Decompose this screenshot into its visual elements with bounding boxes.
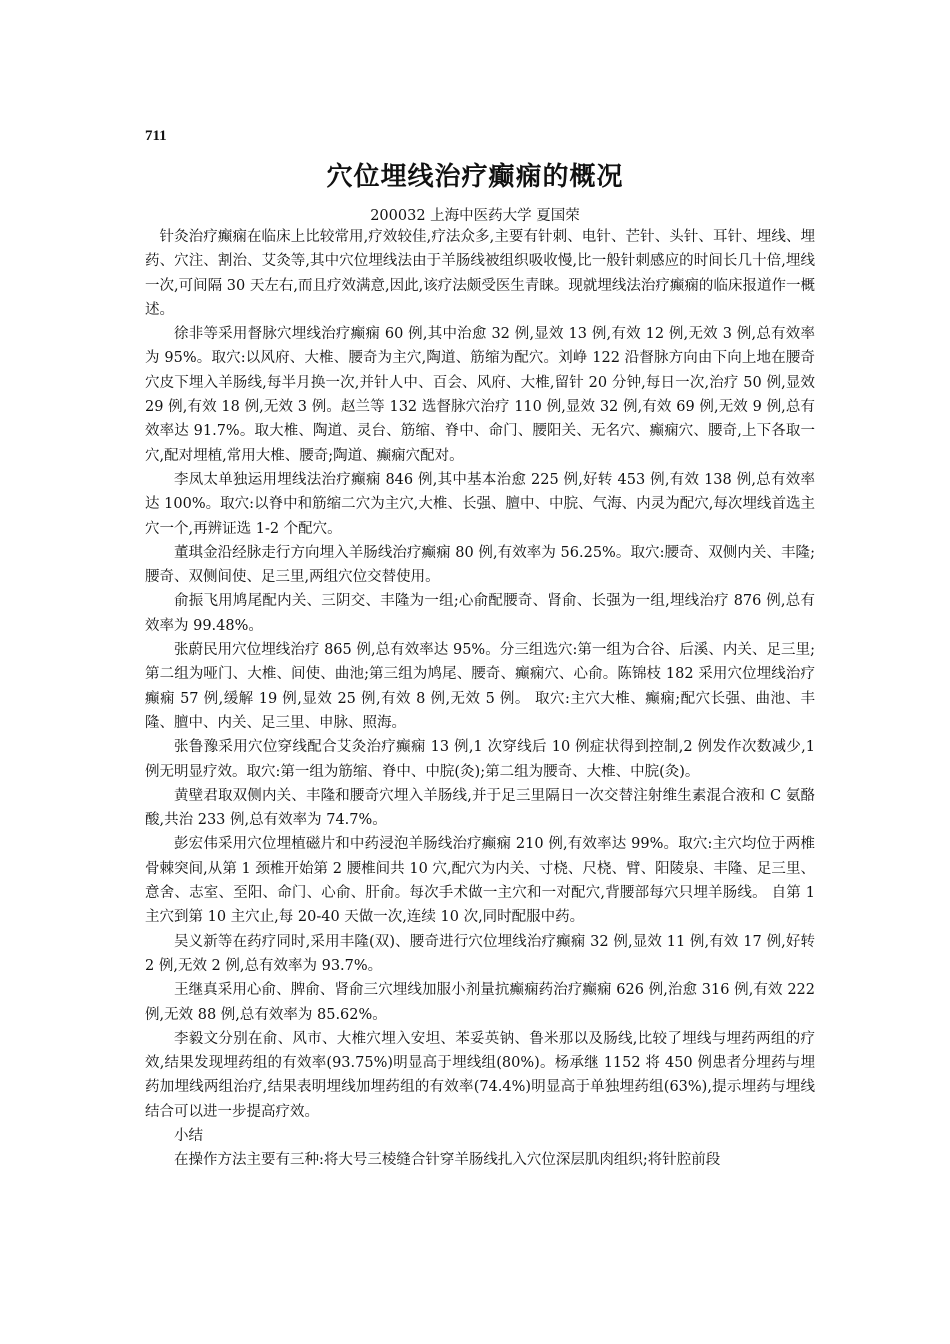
paragraph: 李毅文分别在俞、风市、大椎穴埋入安坦、苯妥英钠、鲁米那以及肠线,比较了埋线与埋药两组的疗效,结果发现埋药组的有效率(93.75%)明显高于埋线组(80%)。杨承继 1152 将 450 例患者分埋药与埋药加埋线两组治疗,结果表明埋线加埋药组的有效率(74.4%)明显高于单独埋药组(63%),提示埋药与埋线结合可以进一步提高疗效。 [145,1030,815,1120]
paragraph: 李凤太单独运用埋线法治疗癫痫 846 例,其中基本治愈 225 例,好转 453 例,有效 138 例,总有效率达 100%。取穴:以脊中和筋缩二穴为主穴,大椎、长强、膻中、中脘、气海、内灵为配穴,每次埋线首选主穴一个,再辨证选 1-2 个配穴。 [145,471,815,537]
paragraph: 黄壁君取双侧内关、丰隆和腰奇穴埋入羊肠线,并于足三里隔日一次交替注射维生素混合液和 C 氨酪酸,共治 233 例,总有效率为 74.7%。 [145,787,815,829]
paragraph: 王继真采用心俞、脾俞、肾俞三穴埋线加服小剂量抗癫痫药治疗癫痫 626 例,治愈 316 例,有效 222 例,无效 88 例,总有效率为 85.62%。 [145,982,815,1023]
paragraph: 吴义新等在药疗同时,采用丰隆(双)、腰奇进行穴位埋线治疗癫痫 32 例,显效 11 例,有效 17 例,好转 2 例,无效 2 例,总有效率为 93.7%。 [145,933,815,974]
paragraph: 俞振飞用鸠尾配内关、三阴交、丰隆为一组;心俞配腰奇、肾俞、长强为一组,埋线治疗 876 例,总有效率为 99.48%。 [145,593,815,634]
author-byline: 200032 上海中医药大学 夏国荣 [370,208,580,224]
paragraph: 张鲁豫采用穴位穿线配合艾灸治疗癫痫 13 例,1 次穿线后 10 例症状得到控制,2 例发作次数减少,1 例无明显疗效。取穴:第一组为筋缩、脊中、中脘(灸);第二组为腰奇、大椎、中脘(灸)。 [145,739,815,780]
article-title: 穴位埋线治疗癫痫的概况 [326,162,624,192]
paragraph-intro: 针灸治疗癫痫在临床上比较常用,疗效较佳,疗法众多,主要有针刺、电针、芒针、头针、耳针、埋线、埋药、穴注、割治、艾灸等,其中穴位埋线法由于羊肠线被组织吸收慢,比一般针刺感应的时间长几十倍,埋线一次,可间隔 30 天左右,而且疗效满意,因此,该疗法颇受医生青睐。现就埋线法治疗癫痫的临床报道作一概述。 [145,229,815,318]
paragraph: 徐非等采用督脉穴埋线治疗癫痫 60 例,其中治愈 32 例,显效 13 例,有效 12 例,无效 3 例,总有效率为 95%。取穴:以风府、大椎、腰奇为主穴,陶道、筋缩为配穴。刘峥 122 沿督脉方向由下向上地在腰奇穴皮下埋入羊肠线,每半月换一次,并针人中、百会、风府、大椎,留针 20 分钟,每日一次,治疗 50 例,显效 29 例,有效 18 例,无效 3 例。赵兰等 132 选督脉穴治疗 110 例,显效 32 例,有效 69 例,无效 9 例,总有效率达 91.7%。取大椎、陶道、灵台、筋缩、脊中、命门、腰阳关、无名穴、癫痫穴、腰奇,上下各取一穴,配对埋植,常用大椎、腰奇;陶道、癫痫穴配对。 [145,326,815,464]
section-heading-summary: 小结 [174,1127,203,1144]
paragraph: 董琪金沿经脉走行方向埋入羊肠线治疗癫痫 80 例,有效率为 56.25%。取穴:腰奇、双侧内关、丰隆;腰奇、双侧间使、足三里,两组穴位交替使用。 [145,544,815,586]
article-body [145,225,815,1173]
page-number: 711 [145,128,167,144]
paragraph: 彭宏伟采用穴位埋植磁片和中药浸泡羊肠线治疗癫痫 210 例,有效率达 99%。取穴:主穴均位于两椎骨棘突间,从第 1 颈椎开始第 2 腰椎间共 10 穴,配穴为内关、寸桡、尺桡、臂、阳陵泉、丰隆、足三里、意舍、志室、至阳、命门、心俞、肝俞。每次手术做一主穴和一对配穴,背腰部每穴只埋羊肠线。 自第 1 主穴到第 10 主穴止,每 20-40 天做一次,连续 10 次,同时配服中药。 [145,836,815,926]
paragraph: 在操作方法主要有三种:将大号三棱缝合针穿羊肠线扎入穴位深层肌肉组织;将针腔前段 [174,1152,721,1169]
paragraph: 张蔚民用穴位埋线治疗 865 例,总有效率达 95%。分三组选穴:第一组为合谷、后溪、内关、足三里;第二组为哑门、大椎、间使、曲池;第三组为鸠尾、腰奇、癫痫穴、心俞。陈锦枝 182 采用穴位埋线治疗癫痫 57 例,缓解 19 例,显效 25 例,有效 8 例,无效 5 例。 取穴:主穴大椎、癫痫;配穴长强、曲池、丰隆、膻中、内关、足三里、申脉、照海。 [145,642,815,731]
